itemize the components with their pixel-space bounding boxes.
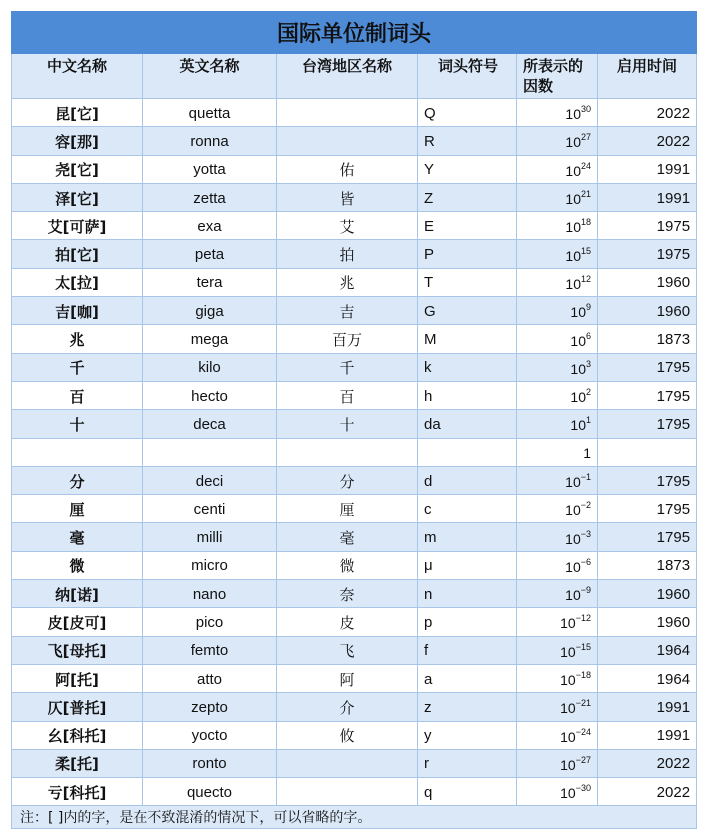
taiwan-name-cell [277, 438, 418, 466]
year-cell: 1795 [598, 523, 697, 551]
table-row [12, 608, 697, 636]
factor-exponent: −27 [575, 754, 591, 765]
factor-exponent: −3 [580, 528, 591, 539]
year-cell: 1960 [598, 608, 697, 636]
table-row [12, 212, 697, 240]
table-row [12, 693, 697, 721]
symbol-cell: k [418, 353, 517, 381]
taiwan-name-cell: 百 [277, 381, 418, 409]
english-name-cell: quetta [143, 99, 277, 127]
english-name-cell: hecto [143, 381, 277, 409]
title-row [12, 12, 697, 54]
factor-exponent: −6 [580, 556, 591, 567]
table-row [12, 155, 697, 183]
english-name-cell: zetta [143, 183, 277, 211]
english-name-cell: exa [143, 212, 277, 240]
english-name-cell: yocto [143, 721, 277, 749]
year-cell: 1795 [598, 495, 697, 523]
english-name-cell: milli [143, 523, 277, 551]
factor-exponent: 1 [585, 415, 591, 426]
factor-base: 10 [565, 162, 581, 179]
symbol-cell: c [418, 495, 517, 523]
english-name-cell: deca [143, 410, 277, 438]
chinese-name-cell: 兆 [12, 325, 143, 353]
chinese-name-cell: 纳[诺] [12, 580, 143, 608]
year-cell: 1991 [598, 183, 697, 211]
table-row [12, 353, 697, 381]
chinese-name-cell: 厘 [12, 495, 143, 523]
factor-exponent: 18 [580, 217, 591, 228]
taiwan-name-cell: 飞 [277, 636, 418, 664]
english-name-cell: pico [143, 608, 277, 636]
header-prefix-symbol: 词头符号 [418, 54, 517, 99]
taiwan-name-cell: 毫 [277, 523, 418, 551]
header-chinese-name: 中文名称 [12, 54, 143, 99]
taiwan-name-cell: 拍 [277, 240, 418, 268]
prefix-table-container [11, 11, 696, 829]
taiwan-name-cell: 艾 [277, 212, 418, 240]
chinese-name-cell: 拍[它] [12, 240, 143, 268]
factor-cell [517, 693, 598, 721]
factor-base: 10 [565, 134, 581, 151]
note-row [12, 806, 697, 829]
header-english-name: 英文名称 [143, 54, 277, 99]
chinese-name-cell: 皮[皮可] [12, 608, 143, 636]
year-cell: 1960 [598, 297, 697, 325]
factor-base: 10 [560, 672, 576, 689]
english-name-cell: nano [143, 580, 277, 608]
symbol-cell: q [418, 778, 517, 806]
factor-cell [517, 410, 598, 438]
taiwan-name-cell [277, 778, 418, 806]
factor-base: 10 [565, 106, 581, 123]
chinese-name-cell: 柔[托] [12, 749, 143, 777]
factor-unity: 1 [583, 444, 591, 461]
symbol-cell: M [418, 325, 517, 353]
symbol-cell: Y [418, 155, 517, 183]
year-cell: 1991 [598, 721, 697, 749]
taiwan-name-cell: 攸 [277, 721, 418, 749]
taiwan-name-cell: 佑 [277, 155, 418, 183]
taiwan-name-cell [277, 749, 418, 777]
english-name-cell: micro [143, 551, 277, 579]
english-name-cell: kilo [143, 353, 277, 381]
taiwan-name-cell: 阿 [277, 664, 418, 692]
factor-exponent: −12 [575, 613, 591, 624]
factor-exponent: −24 [575, 726, 591, 737]
factor-exponent: 2 [585, 387, 591, 398]
factor-base: 10 [565, 474, 581, 490]
chinese-name-cell: 飞[母托] [12, 636, 143, 664]
symbol-cell: a [418, 664, 517, 692]
factor-cell [517, 268, 598, 296]
year-cell: 1795 [598, 381, 697, 409]
chinese-name-cell: 太[拉] [12, 268, 143, 296]
chinese-name-cell: 百 [12, 381, 143, 409]
factor-exponent: 15 [580, 245, 591, 256]
symbol-cell: z [418, 693, 517, 721]
symbol-cell: f [418, 636, 517, 664]
table-row [12, 183, 697, 211]
factor-base: 10 [560, 643, 576, 660]
table-row [12, 721, 697, 749]
factor-base: 10 [565, 247, 581, 264]
factor-base: 10 [560, 756, 576, 773]
taiwan-name-cell: 介 [277, 693, 418, 721]
factor-exponent: −21 [575, 698, 591, 709]
taiwan-name-cell: 千 [277, 353, 418, 381]
year-cell: 1873 [598, 325, 697, 353]
chinese-name-cell: 泽[它] [12, 183, 143, 211]
factor-cell [517, 664, 598, 692]
factor-exponent: 12 [580, 273, 591, 284]
chinese-name-cell: 仄[普托] [12, 693, 143, 721]
factor-exponent: 24 [580, 160, 591, 171]
factor-cell [517, 127, 598, 155]
chinese-name-cell: 十 [12, 410, 143, 438]
chinese-name-cell: 艾[可萨] [12, 212, 143, 240]
factor-exponent: −15 [575, 641, 591, 652]
factor-cell [517, 325, 598, 353]
chinese-name-cell: 尧[它] [12, 155, 143, 183]
factor-cell [517, 155, 598, 183]
year-cell: 1873 [598, 551, 697, 579]
taiwan-name-cell: 微 [277, 551, 418, 579]
factor-base: 10 [560, 700, 576, 717]
taiwan-name-cell: 十 [277, 410, 418, 438]
factor-base: 10 [565, 502, 581, 519]
year-cell: 1960 [598, 268, 697, 296]
table-row [12, 749, 697, 777]
english-name-cell: peta [143, 240, 277, 268]
table-row [12, 551, 697, 579]
factor-base: 10 [570, 332, 586, 349]
symbol-cell: Q [418, 99, 517, 127]
chinese-name-cell: 幺[科托] [12, 721, 143, 749]
year-cell: 1964 [598, 636, 697, 664]
factor-exponent: 30 [580, 104, 591, 115]
year-cell: 2022 [598, 127, 697, 155]
table-row [12, 778, 697, 806]
year-cell: 2022 [598, 749, 697, 777]
chinese-name-cell: 毫 [12, 523, 143, 551]
table-row [12, 127, 697, 155]
symbol-cell: d [418, 466, 517, 494]
year-cell: 1975 [598, 240, 697, 268]
footnote: 注：[ ]内的字，是在不致混淆的情况下，可以省略的字。 [12, 806, 697, 829]
english-name-cell: tera [143, 268, 277, 296]
table-row [12, 240, 697, 268]
chinese-name-cell: 亏[科托] [12, 778, 143, 806]
english-name-cell: centi [143, 495, 277, 523]
factor-cell [517, 466, 598, 494]
chinese-name-cell: 分 [12, 466, 143, 494]
symbol-cell: μ [418, 551, 517, 579]
taiwan-name-cell: 分 [277, 466, 418, 494]
factor-base: 10 [570, 304, 586, 321]
symbol-cell: E [418, 212, 517, 240]
taiwan-name-cell: 吉 [277, 297, 418, 325]
chinese-name-cell: 千 [12, 353, 143, 381]
table-row [12, 580, 697, 608]
english-name-cell: femto [143, 636, 277, 664]
table-row [12, 99, 697, 127]
english-name-cell: giga [143, 297, 277, 325]
factor-exponent: 21 [580, 189, 591, 200]
chinese-name-cell: 吉[咖] [12, 297, 143, 325]
symbol-cell: p [418, 608, 517, 636]
year-cell: 1991 [598, 155, 697, 183]
factor-cell [517, 381, 598, 409]
year-cell: 2022 [598, 99, 697, 127]
factor-cell [517, 721, 598, 749]
factor-cell [517, 297, 598, 325]
english-name-cell: zepto [143, 693, 277, 721]
factor-cell [517, 212, 598, 240]
chinese-name-cell: 昆[它] [12, 99, 143, 127]
factor-exponent: −9 [580, 585, 591, 596]
english-name-cell [143, 438, 277, 466]
factor-base: 10 [565, 530, 581, 547]
factor-base: 10 [565, 275, 581, 292]
chinese-name-cell [12, 438, 143, 466]
factor-base: 10 [560, 728, 576, 745]
factor-cell [517, 353, 598, 381]
english-name-cell: ronto [143, 749, 277, 777]
chinese-name-cell: 微 [12, 551, 143, 579]
taiwan-name-cell [277, 127, 418, 155]
factor-cell [517, 438, 598, 466]
table-row [12, 297, 697, 325]
table-row [12, 664, 697, 692]
table-row [12, 523, 697, 551]
year-cell: 1960 [598, 580, 697, 608]
english-name-cell: atto [143, 664, 277, 692]
english-name-cell: mega [143, 325, 277, 353]
factor-base: 10 [565, 219, 581, 236]
year-cell: 1964 [598, 664, 697, 692]
header-taiwan-name: 台湾地区名称 [277, 54, 418, 99]
factor-cell [517, 240, 598, 268]
chinese-name-cell: 容[那] [12, 127, 143, 155]
year-cell: 1795 [598, 466, 697, 494]
factor-cell [517, 580, 598, 608]
factor-cell [517, 778, 598, 806]
si-prefix-table [11, 11, 697, 829]
year-cell: 1795 [598, 353, 697, 381]
header-row [12, 54, 697, 99]
table-row [12, 325, 697, 353]
table-row [12, 410, 697, 438]
english-name-cell: yotta [143, 155, 277, 183]
taiwan-name-cell: 皆 [277, 183, 418, 211]
taiwan-name-cell [277, 99, 418, 127]
factor-cell [517, 523, 598, 551]
symbol-cell: G [418, 297, 517, 325]
table-row [12, 466, 697, 494]
table-row [12, 381, 697, 409]
symbol-cell: R [418, 127, 517, 155]
taiwan-name-cell: 兆 [277, 268, 418, 296]
year-cell: 2022 [598, 778, 697, 806]
symbol-cell: P [418, 240, 517, 268]
factor-exponent: 27 [580, 132, 591, 143]
english-name-cell: deci [143, 466, 277, 494]
factor-cell [517, 608, 598, 636]
english-name-cell: quecto [143, 778, 277, 806]
symbol-cell [418, 438, 517, 466]
symbol-cell: Z [418, 183, 517, 211]
factor-exponent: 9 [585, 302, 591, 313]
factor-base: 10 [565, 587, 581, 604]
factor-base: 10 [565, 558, 581, 575]
symbol-cell: da [418, 410, 517, 438]
year-cell [598, 438, 697, 466]
english-name-cell: ronna [143, 127, 277, 155]
factor-cell [517, 551, 598, 579]
factor-base: 10 [570, 417, 586, 434]
table-row [12, 268, 697, 296]
table-row [12, 495, 697, 523]
symbol-cell: r [418, 749, 517, 777]
factor-base: 10 [560, 615, 576, 632]
year-cell: 1795 [598, 410, 697, 438]
header-factor: 所表示的因数 [517, 54, 598, 99]
factor-cell [517, 636, 598, 664]
taiwan-name-cell: 厘 [277, 495, 418, 523]
table-body [12, 99, 697, 806]
chinese-name-cell: 阿[托] [12, 664, 143, 692]
factor-base: 10 [560, 785, 576, 802]
symbol-cell: h [418, 381, 517, 409]
factor-exponent: −18 [575, 670, 591, 681]
taiwan-name-cell: 百万 [277, 325, 418, 353]
header-year: 启用时间 [598, 54, 697, 99]
symbol-cell: y [418, 721, 517, 749]
factor-cell [517, 183, 598, 211]
factor-base: 10 [570, 360, 586, 377]
factor-exponent: −1 [580, 472, 591, 482]
symbol-cell: T [418, 268, 517, 296]
factor-base: 10 [570, 389, 586, 406]
taiwan-name-cell: 皮 [277, 608, 418, 636]
factor-cell [517, 99, 598, 127]
symbol-cell: n [418, 580, 517, 608]
page-title: 国际单位制词头 [12, 12, 697, 54]
year-cell: 1991 [598, 693, 697, 721]
factor-cell [517, 495, 598, 523]
factor-exponent: 6 [585, 330, 591, 341]
factor-base: 10 [565, 191, 581, 208]
table-row [12, 636, 697, 664]
table-row [12, 438, 697, 466]
factor-cell [517, 749, 598, 777]
year-cell: 1975 [598, 212, 697, 240]
taiwan-name-cell: 奈 [277, 580, 418, 608]
factor-exponent: −2 [580, 500, 591, 511]
factor-exponent: 3 [585, 358, 591, 369]
symbol-cell: m [418, 523, 517, 551]
factor-exponent: −30 [575, 783, 591, 794]
